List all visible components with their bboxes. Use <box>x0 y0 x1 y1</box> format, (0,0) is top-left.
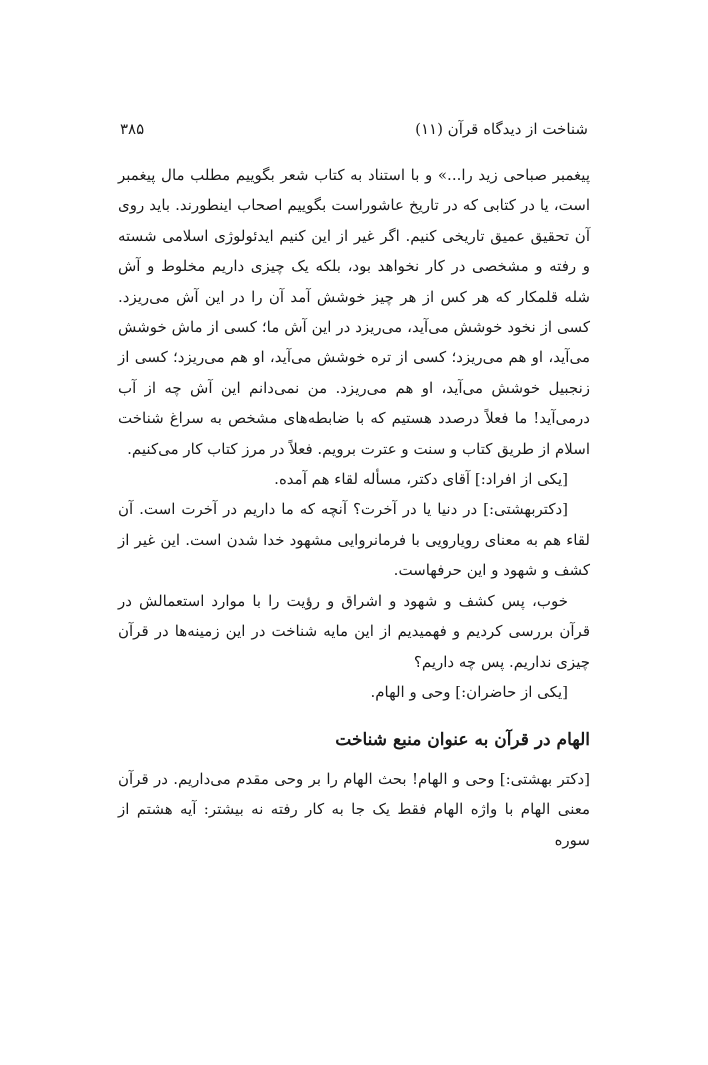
paragraph: [یکی از حاضران:] وحی و الهام. <box>370 682 568 701</box>
paragraph: [دکتر بهشتی:] وحی و الهام! بحث الهام را بر وحی مقدم می‌داریم. در قرآن معنی الهام با واژه الهام فقط یک جا به کار رفته نه بیشتر: آیه هشتم از سوره <box>118 769 591 849</box>
page-header <box>120 120 588 138</box>
section-heading: الهام در قرآن به عنوان منبع شناخت <box>335 730 590 751</box>
paragraph: خوب، پس کشف و شهود و اشراق و رؤیت را با موارد استعمالش در قرآن بررسی کردیم و فهمیدیم از این مایه شناخت در این زمینه‌ها در قرآن چیزی نداریم. پس چه داریم؟ <box>118 591 590 671</box>
paragraph: پیغمبر صباحی زید را...» و با استناد به کتاب شعر بگوییم مطلب مال پیغمبر است، یا در کتابی که در تاریخ عاشوراست بگوییم اصحاب اینطورند. باید روی آن تحقیق عمیق تاریخی کنیم. اگر غیر از این کنیم ایدئولوژی اسلامی شسته و رفته و مشخصی در کار نخواهد بود، بلکه یک چیزی داریم مخلوط و آش شله قلمکار که هر کس از هر چیز خوشش آمد آن را در این آش می‌ریزد. کسی از نخود خوشش می‌آید، می‌ریزد در این آش ما؛ کسی از ماش خوشش می‌آید، او هم می‌ریزد؛ کسی از تره خوشش می‌آید، او هم می‌ریزد؛ کسی از زنجبیل خوشش می‌آید، او هم می‌ریزد. من نمی‌دانم این آش چه از آب درمی‌آید! ما فعلاً درصدد هستیم که با ضابطه‌های مشخص به سراغ شناخت اسلام از طریق کتاب و سنت و عترت برویم. فعلاً در مرز کتاب کار می‌کنیم. <box>118 166 590 458</box>
paragraph: [دکتربهشتی:] در دنیا یا در آخرت؟ آنچه که ما داریم در آخرت است. آن لقاء هم به معنای رویارویی با فرمانروایی مشهود خدا شدن است. این غیر از کشف و شهود و این حرفهاست. <box>118 500 590 580</box>
paragraph: [یکی از افراد:] آقای دکتر، مسأله لقاء هم آمده. <box>274 470 568 489</box>
body-text <box>118 160 590 855</box>
running-title: شناخت از دیدگاه قرآن (۱۱) <box>415 120 588 138</box>
page-number: ۳۸۵ <box>120 120 145 138</box>
